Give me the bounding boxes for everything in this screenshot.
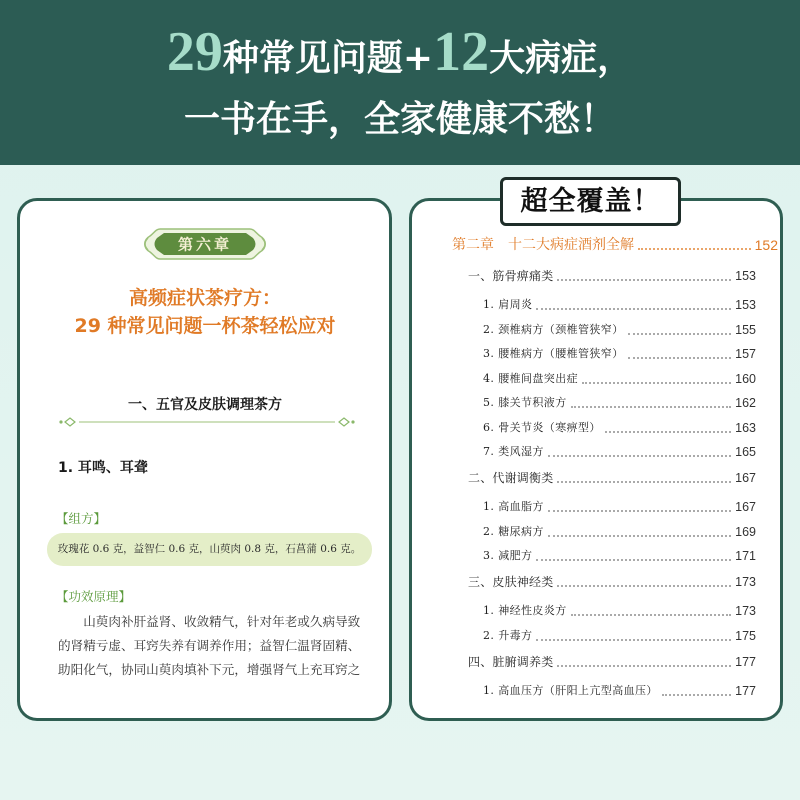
toc-item-page-number: 155 xyxy=(735,322,756,337)
toc-item xyxy=(452,295,782,315)
toc-chapter-label: 第二章 十二大病症酒剂全解 xyxy=(452,237,634,253)
toc-item-label: 2. 颈椎病方（颈椎管狭窄） xyxy=(483,322,624,336)
chapter-badge xyxy=(140,224,270,264)
toc-item-label: 3. 腰椎病方（腰椎管狭窄） xyxy=(483,347,624,360)
toc-item-page-number: 175 xyxy=(735,628,756,643)
toc-item xyxy=(452,344,782,364)
toc-item xyxy=(452,320,782,340)
toc-item-page-number: 163 xyxy=(735,420,756,435)
toc-section xyxy=(452,266,782,286)
toc-item-label: 2. 糖尿病方 xyxy=(483,524,544,538)
toc-chapter xyxy=(452,235,782,255)
toc-item-label: 7. 类风湿方 xyxy=(483,445,544,458)
toc-item xyxy=(452,626,782,646)
dot-leader xyxy=(536,639,731,641)
dot-leader xyxy=(557,585,731,587)
toc-section-page-number: 167 xyxy=(735,471,756,485)
ornamental-divider xyxy=(57,414,357,430)
toc-item-page-number: 157 xyxy=(735,347,756,361)
toc-section-page-number: 177 xyxy=(735,654,756,669)
toc-item-label: 4. 腰椎间盘突出症 xyxy=(483,371,578,385)
table-of-contents xyxy=(452,235,782,701)
dot-leader xyxy=(557,665,731,667)
toc-item xyxy=(452,497,782,517)
toc-item-label: 1. 高血脂方 xyxy=(483,500,544,513)
headline-line2: 一书在手，全家健康不愁！ xyxy=(183,99,616,140)
toc-item-label: 6. 骨关节炎（寒痹型） xyxy=(483,420,601,434)
recipe-title: 1. 耳鸣、耳聋 xyxy=(58,460,148,476)
toc-section xyxy=(452,572,782,592)
toc-item-label: 1. 神经性皮炎方 xyxy=(483,604,567,617)
toc-item xyxy=(452,442,782,462)
formula-label: 【组方】 xyxy=(56,511,107,526)
dot-leader xyxy=(638,248,751,250)
toc-section-label: 二、代谢调衡类 xyxy=(468,471,554,485)
toc-item xyxy=(452,601,782,621)
dot-leader xyxy=(548,535,731,537)
toc-section-label: 一、筋骨痹痛类 xyxy=(468,269,554,283)
toc-item xyxy=(452,418,782,438)
toc-item-page-number: 177 xyxy=(735,683,756,698)
toc-section-page-number: 153 xyxy=(735,269,756,283)
toc-section-page-number: 173 xyxy=(735,575,756,589)
toc-item-page-number: 160 xyxy=(735,371,756,386)
toc-section-label: 四、脏腑调养类 xyxy=(468,654,554,669)
dot-leader xyxy=(548,455,731,457)
section-heading: 一、五官及皮肤调理茶方 xyxy=(128,397,282,413)
effect-label: 【功效原理】 xyxy=(56,589,132,604)
dot-leader xyxy=(571,614,732,616)
toc-item xyxy=(452,681,782,701)
headline-text-1: 种常见问题+ xyxy=(222,38,434,79)
headline-number-29: 29 xyxy=(166,21,223,83)
toc-item-page-number: 153 xyxy=(735,298,756,312)
dot-leader xyxy=(571,406,732,408)
toc-section-label: 三、皮肤神经类 xyxy=(468,575,554,589)
dot-leader xyxy=(557,481,731,483)
chapter-title-line2: 29 种常见问题一杯茶轻松应对 xyxy=(74,315,336,337)
toc-section xyxy=(452,468,782,488)
toc-item-label: 1. 高血压方（肝阳上亢型高血压） xyxy=(483,683,658,697)
toc-item-page-number: 165 xyxy=(735,445,756,459)
chapter-title-line1: 高频症状茶疗方： xyxy=(128,287,281,309)
toc-item-label: 3. 减肥方 xyxy=(483,549,533,562)
chapter-badge-label: 第六章 xyxy=(177,235,233,254)
coverage-badge: 超全覆盖！ xyxy=(500,177,681,226)
headline-line1 xyxy=(0,14,800,90)
toc-chapter-page-number: 152 xyxy=(754,237,778,253)
formula-box: 玫瑰花 0.6 克，益智仁 0.6 克，山萸肉 0.8 克，石菖蒲 0.6 克。 xyxy=(47,533,372,566)
toc-item xyxy=(452,546,782,566)
toc-item-page-number: 162 xyxy=(735,396,756,410)
toc-item-label: 5. 膝关节积液方 xyxy=(483,396,567,409)
toc-item xyxy=(452,522,782,542)
toc-item-label: 1. 肩周炎 xyxy=(483,298,533,311)
toc-item xyxy=(452,393,782,413)
dot-leader xyxy=(582,382,731,384)
toc-item-label: 2. 升毒方 xyxy=(483,628,533,642)
headline-number-12: 12 xyxy=(433,21,490,83)
dot-leader xyxy=(628,357,732,359)
dot-leader xyxy=(628,333,732,335)
dot-leader xyxy=(536,559,731,561)
dot-leader xyxy=(662,694,731,696)
headline-text-2: 大病症， xyxy=(489,38,634,79)
dot-leader xyxy=(557,279,731,281)
toc-item-page-number: 171 xyxy=(735,549,756,563)
dot-leader xyxy=(548,510,731,512)
dot-leader xyxy=(605,431,731,433)
toc-item-page-number: 169 xyxy=(735,524,756,539)
toc-item xyxy=(452,369,782,389)
toc-item-page-number: 167 xyxy=(735,500,756,514)
effect-paragraph: 山萸肉补肝益肾、收敛精气，针对年老或久病导致的肾精亏虚、耳窍失养有调养作用；益智仁温肾固精、助阳化气，协同山萸肉填补下元，增强肾气上充耳窍之 xyxy=(58,614,361,677)
toc-section xyxy=(452,652,782,672)
toc-item-page-number: 173 xyxy=(735,604,756,618)
dot-leader xyxy=(536,308,731,310)
